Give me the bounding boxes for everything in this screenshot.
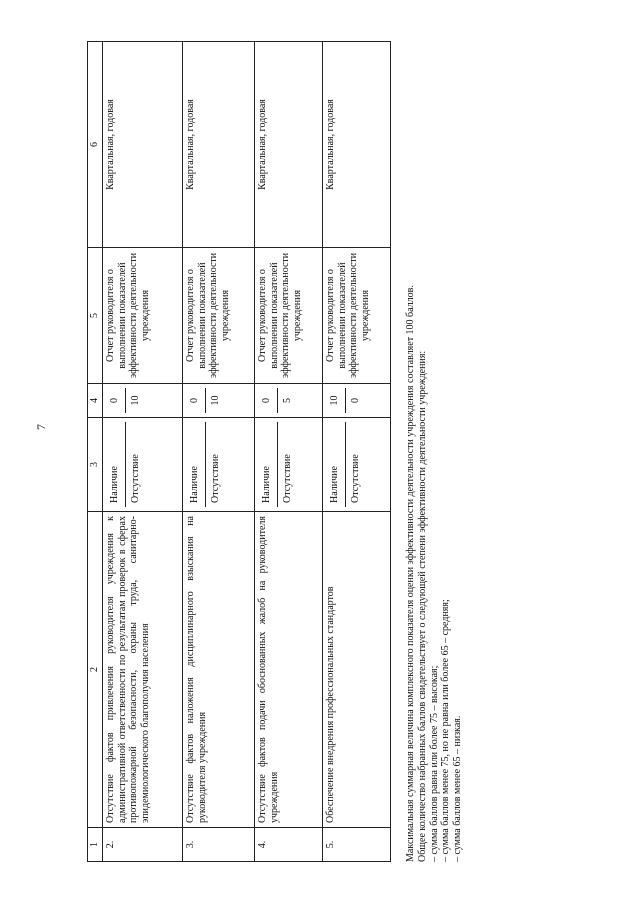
report-form: Отчет руководителя о выполнении показателей эффективности деятельности учреждения	[323, 248, 391, 384]
row-number: 3.	[183, 828, 255, 862]
score-present: 0	[185, 388, 206, 413]
table-row	[323, 42, 391, 862]
row-number: 2.	[103, 828, 183, 862]
table-row	[103, 42, 183, 862]
criteria-table	[87, 41, 391, 862]
report-form: Отчет руководителя о выполнении показателей эффективности деятельности учреждения	[183, 248, 255, 384]
condition-present: Наличие	[325, 422, 346, 507]
criterion-text: Отсутствие фактов наложения дисциплинарного взыскания на руководителя учреждения	[183, 512, 255, 828]
condition-absent: Отсутствие	[129, 454, 141, 503]
column-header: 6	[88, 42, 103, 248]
score-absent: 10	[209, 395, 221, 406]
column-header: 4	[88, 384, 103, 418]
score-present: 0	[257, 388, 278, 413]
score-cell	[255, 384, 323, 418]
score-present: 0	[105, 388, 126, 413]
report-period: Квартальная, годовая	[103, 42, 183, 248]
condition-absent: Отсутствие	[281, 454, 293, 503]
score-absent: 5	[281, 398, 293, 403]
table-row	[255, 42, 323, 862]
condition-cell	[103, 418, 183, 512]
report-period: Квартальная, годовая	[323, 42, 391, 248]
note-line: Общее количество набранных баллов свидетельствует о следующей степени эффективности деятельности учреждения:	[416, 350, 428, 862]
report-period: Квартальная, годовая	[255, 42, 323, 248]
score-cell	[323, 384, 391, 418]
report-form: Отчет руководителя о выполнении показателей эффективности деятельности учреждения	[255, 248, 323, 384]
score-cell	[103, 384, 183, 418]
score-absent: 10	[129, 395, 141, 406]
row-number: 5.	[323, 828, 391, 862]
condition-cell	[323, 418, 391, 512]
note-line: – сумма баллов равна или более 75 – высокая;	[428, 665, 440, 862]
score-absent: 0	[349, 398, 361, 403]
note-line: – сумма баллов менее 65 – низкая.	[452, 715, 464, 862]
column-header: 5	[88, 248, 103, 384]
column-header: 3	[88, 418, 103, 512]
table-row	[183, 42, 255, 862]
score-present: 10	[325, 388, 346, 413]
score-cell	[183, 384, 255, 418]
note-line: – сумма баллов менее 75, но не равна или более 65 – средняя;	[440, 599, 452, 862]
notes-block	[405, 62, 464, 862]
criterion-text: Отсутствие фактов привлечения руководителя учреждения к административной ответственности по результатам проверок в сферах противопожарной безопасности, охраны труда, санитарно-эпидемиологического благополучия населения	[103, 512, 183, 828]
row-number: 4.	[255, 828, 323, 862]
table-header-row	[88, 42, 103, 862]
condition-cell	[183, 418, 255, 512]
report-period: Квартальная, годовая	[183, 42, 255, 248]
condition-absent: Отсутствие	[349, 454, 361, 503]
page-number: 7	[34, 424, 48, 430]
condition-cell	[255, 418, 323, 512]
condition-present: Наличие	[185, 422, 206, 507]
criterion-text: Отсутствие фактов подачи обоснованных жалоб на руководителя учреждения	[255, 512, 323, 828]
condition-present: Наличие	[257, 422, 278, 507]
criterion-text: Обеспечение внедрения профессиональных стандартов	[323, 512, 391, 828]
column-header: 1	[88, 828, 103, 862]
rotated-page-content	[87, 42, 464, 862]
column-header: 2	[88, 512, 103, 828]
condition-present: Наличие	[105, 422, 126, 507]
report-form: Отчет руководителя о выполнении показателей эффективности деятельности учреждения	[103, 248, 183, 384]
note-line: Максимальная суммарная величина комплексного показателя оценки эффективности деятельности учреждения составляет 100 баллов.	[405, 285, 416, 862]
condition-absent: Отсутствие	[209, 454, 221, 503]
